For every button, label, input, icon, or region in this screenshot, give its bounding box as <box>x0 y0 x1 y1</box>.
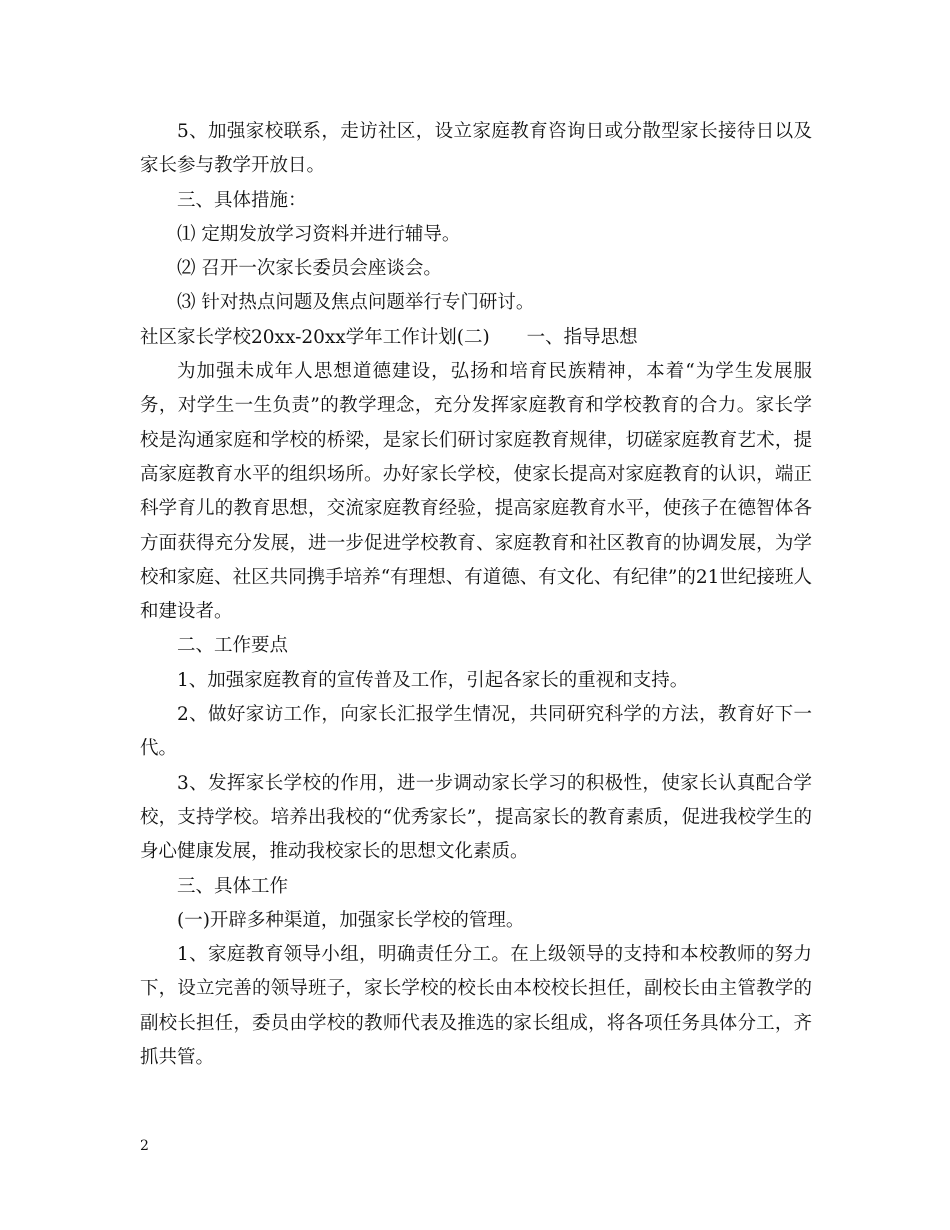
measure-item-2: ⑵ 召开一次家长委员会座谈会。 <box>177 258 442 280</box>
work-point-1: 1、加强家庭教育的宣传普及工作，引起各家长的重视和支持。 <box>177 669 689 691</box>
work-point-2: 2、做好家访工作，向家长汇报学生情况，共同研究科学的方法，教育好下一代。 <box>140 704 812 760</box>
measure-item-3: ⑶ 针对热点问题及焦点问题举行专门研讨。 <box>177 292 535 314</box>
guiding-thought-paragraph: 为加强未成年人思想道德建设，弘扬和培育民族精神，本着“为学生发展服务，对学生一生负责”的教学理念，充分发挥家庭教育和学校教育的合力。家长学校是沟通家庭和学校的桥梁，是家长们研讨家庭教育规律，切磋家庭教育艺术，提高家庭教育水平的组织场所。办好家长学校，使家长提高对家庭教育的认识，端正科学育儿的教育思想，交流家庭教育经验，提高家庭教育水平，使孩子在德智体各方面获得充分发展，进一步促进学校教育、家庭教育和社区教育的协调发展，为学校和家庭、社区共同携手培养“有理想、有道德、有文化、有纪律”的21世纪接班人和建设者。 <box>140 361 812 623</box>
section-heading-work-points: 二、工作要点 <box>177 635 289 657</box>
section-heading-measures: 三、具体措施： <box>177 189 307 211</box>
section-heading-specific-work: 三、具体工作 <box>177 875 289 897</box>
document-body <box>140 115 812 1075</box>
plan-title-line: 社区家长学校20xx-20xx学年工作计划(二) 一、指导思想 <box>140 326 638 348</box>
work-point-3: 3、发挥家长学校的作用，进一步调动家长学习的积极性，使家长认真配合学校，支持学校。培养出我校的“优秀家长”，提高家长的教育素质，促进我校学生的身心健康发展，推动我校家长的思想文化素质。 <box>140 772 812 863</box>
page-number: 2 <box>140 1138 149 1154</box>
measure-item-1: ⑴ 定期发放学习资料并进行辅导。 <box>177 223 461 245</box>
subsection-heading-1: (一)开辟多种渠道，加强家长学校的管理。 <box>177 909 525 931</box>
paragraph-item-5: 5、加强家校联系，走访社区，设立家庭教育咨询日或分散型家长接待日以及家长参与教学开放日。 <box>140 121 812 177</box>
specific-work-item-1: 1、家庭教育领导小组，明确责任分工。在上级领导的支持和本校教师的努力下，设立完善的领导班子，家长学校的校长由本校校长担任，副校长由主管教学的副校长担任，委员由学校的教师代表及推选的家长组成，将各项任务具体分工，齐抓共管。 <box>140 944 812 1069</box>
